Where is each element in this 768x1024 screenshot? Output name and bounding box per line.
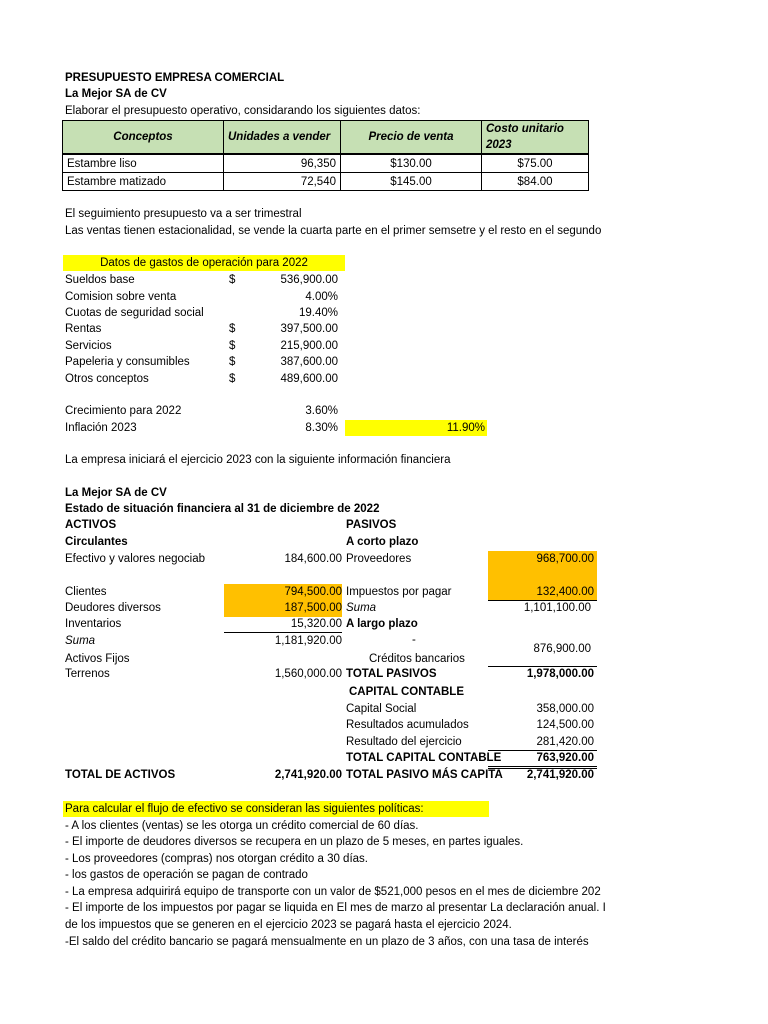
pasivos-heading: PASIVOS	[346, 519, 397, 531]
policy-line: -El saldo del crédito bancario se pagará mensualmente en un plazo de 3 años, con una tasa de interés	[65, 936, 589, 948]
creditos-label: Créditos bancarios	[369, 653, 465, 665]
row-cost: $84.00	[482, 173, 589, 191]
document-title: PRESUPUESTO EMPRESA COMERCIAL	[65, 72, 285, 84]
expense-label: Comision sobre venta	[65, 291, 177, 303]
policy-line: - A los clientes (ventas) se les otorga un crédito comercial de 60 días.	[65, 820, 419, 832]
efectivo-label: Efectivo y valores negociab	[65, 553, 205, 565]
row-units: 72,540	[224, 173, 341, 191]
growth-value: 3.60%	[305, 405, 338, 417]
deudores-label: Deudores diversos	[65, 602, 161, 614]
terrenos-value: 1,560,000.00	[274, 668, 342, 680]
dash-placeholder: -	[412, 634, 416, 646]
total-capital-label: TOTAL CAPITAL CONTABLE	[346, 752, 502, 764]
total-activos-label: TOTAL DE ACTIVOS	[65, 769, 176, 781]
policy-line: - El importe de los impuestos por pagar se liquida en El mes de marzo al presentar La declaración anual. I	[65, 902, 606, 914]
expense-value: 397,500.00	[280, 323, 338, 335]
activos-heading: ACTIVOS	[65, 519, 117, 531]
dollar-sign: $	[229, 323, 236, 335]
efectivo-value: 184,600.00	[284, 553, 342, 565]
dollar-sign: $	[229, 340, 236, 352]
policy-line: - El importe de deudores diversos se recupera en un plazo de 5 meses, en partes iguales.	[65, 836, 524, 848]
inventarios-value: 15,320.00	[290, 618, 342, 630]
growth-label: Crecimiento para 2022	[65, 405, 182, 417]
table-row	[63, 173, 589, 191]
impuestos-label: Impuestos por pagar	[346, 586, 452, 598]
resultados-acum-value: 124,500.00	[536, 719, 594, 731]
header-units: Unidades a vender	[224, 121, 341, 155]
resultado-ej-value: 281,420.00	[536, 736, 594, 748]
terrenos-label: Terrenos	[65, 668, 110, 680]
policies-title: Para calcular el flujo de efectivo se consideran las siguientes políticas:	[63, 801, 489, 817]
corto-plazo-heading: A corto plazo	[346, 536, 419, 548]
header-concepts: Conceptos	[63, 121, 224, 155]
expense-label: Otros conceptos	[65, 373, 149, 385]
company-name: La Mejor SA de CV	[65, 88, 167, 100]
expense-value: 4.00%	[305, 291, 338, 303]
circulantes-heading: Circulantes	[65, 536, 128, 548]
note-seasonality: Las ventas tienen estacionalidad, se vende la cuarta parte en el primer semsetre y el resto en el segundo	[65, 225, 602, 237]
total-pasivos-label: TOTAL PASIVOS	[346, 668, 437, 680]
suma-circ-value: 1,181,920.00	[274, 635, 342, 647]
row-price: $130.00	[341, 154, 482, 173]
policy-line: - los gastos de operación se pagan de contrado	[65, 869, 308, 881]
products-table-header	[63, 121, 589, 155]
header-cost: Costo unitario 2023	[482, 121, 589, 155]
creditos-value: 876,900.00	[533, 643, 591, 655]
expense-value: 215,900.00	[280, 340, 338, 352]
capital-contable-heading: CAPITAL CONTABLE	[349, 686, 464, 698]
row-concept: Estambre liso	[63, 154, 224, 173]
resultados-acum-label: Resultados acumulados	[346, 719, 469, 731]
policy-line: de los impuestos que se generen en el ejercicio 2023 se pagará hasta el ejercicio 2024.	[65, 919, 512, 931]
suma-cp-value: 1,101,100.00	[523, 602, 591, 614]
capital-social-value: 358,000.00	[536, 703, 594, 715]
activos-fijos-heading: Activos Fijos	[65, 653, 130, 665]
inventarios-label: Inventarios	[65, 618, 122, 630]
expense-value: 387,600.00	[280, 356, 338, 368]
capital-social-label: Capital Social	[346, 703, 417, 715]
resultado-ej-label: Resultado del ejercicio	[346, 736, 462, 748]
expense-label: Papeleria y consumibles	[65, 356, 190, 368]
dollar-sign: $	[229, 274, 236, 286]
balance-company: La Mejor SA de CV	[65, 487, 167, 499]
row-cost: $75.00	[482, 154, 589, 173]
expense-label: Sueldos base	[65, 274, 135, 286]
table-row	[63, 154, 589, 173]
expense-label: Servicios	[65, 340, 112, 352]
total-activos-value: 2,741,920.00	[274, 769, 342, 781]
deudores-value: 187,500.00	[284, 602, 342, 614]
total-pasivo-capital-value: 2,741,920.00	[526, 769, 594, 781]
clientes-label: Clientes	[65, 586, 107, 598]
instruction-text: Elaborar el presupuesto operativo, considarando los siguientes datos:	[65, 105, 421, 117]
expense-label: Rentas	[65, 323, 102, 335]
suma-circ-label: Suma	[65, 635, 96, 647]
row-concept: Estambre matizado	[63, 173, 224, 191]
largo-plazo-heading: A largo plazo	[346, 618, 418, 630]
impuestos-value: 132,400.00	[536, 586, 594, 598]
policy-line: - Los proveedores (compras) nos otorgan crédito a 30 días.	[65, 853, 368, 865]
inflation-value: 8.30%	[305, 422, 338, 434]
expense-value: 489,600.00	[280, 373, 338, 385]
products-table	[62, 120, 589, 191]
clientes-value: 794,500.00	[284, 586, 342, 598]
inflation-label: Inflación 2023	[65, 422, 137, 434]
note-quarterly: El seguimiento presupuesto va a ser trimestral	[65, 208, 302, 220]
row-price: $145.00	[341, 173, 482, 191]
proveedores-value: 968,700.00	[536, 553, 594, 565]
expenses-title: Datos de gastos de operación para 2022	[63, 255, 345, 271]
balance-title: Estado de situación financiera al 31 de diciembre de 2022	[65, 503, 380, 515]
dollar-sign: $	[229, 373, 236, 385]
total-pasivo-capital-label: TOTAL PASIVO MÁS CAPITA	[346, 769, 503, 781]
row-units: 96,350	[224, 154, 341, 173]
expense-value: 19.40%	[298, 307, 338, 319]
policy-line: - La empresa adquirirá equipo de transporte con un valor de $521,000 pesos en el mes de diciembre 202	[65, 886, 601, 898]
balance-intro-text: La empresa iniciará el ejercicio 2023 con la siguiente información financiera	[65, 454, 451, 466]
header-price: Precio de venta	[341, 121, 482, 155]
expense-label: Cuotas de seguridad social	[65, 307, 204, 319]
expense-value: 536,900.00	[280, 274, 338, 286]
total-pasivos-value: 1,978,000.00	[526, 668, 594, 680]
proveedores-label: Proveedores	[346, 553, 412, 565]
highlighted-rate: 11.90%	[345, 420, 487, 436]
total-capital-value: 763,920.00	[536, 752, 594, 764]
suma-cp-label: Suma	[346, 602, 377, 614]
dollar-sign: $	[229, 356, 236, 368]
